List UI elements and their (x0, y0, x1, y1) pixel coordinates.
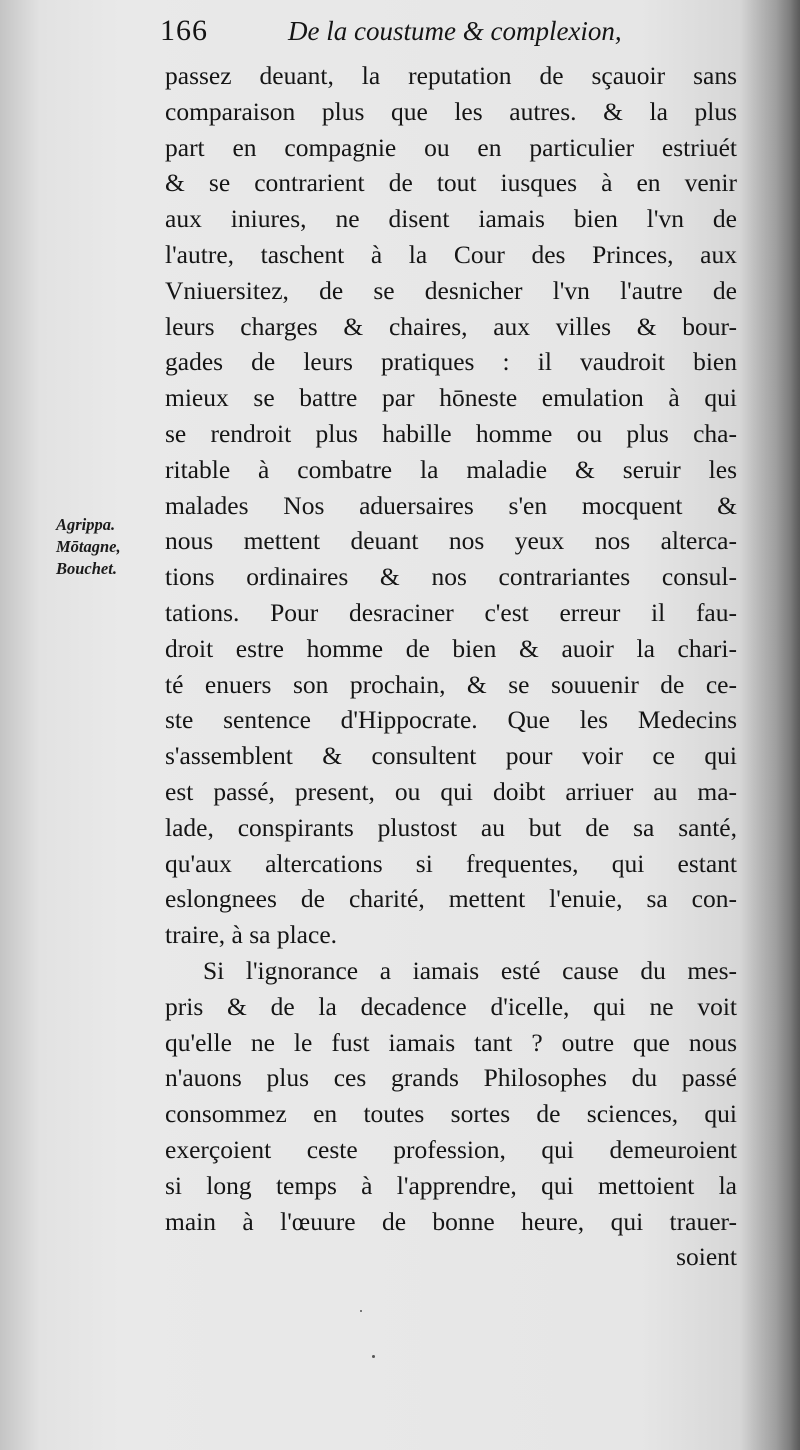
text-line: malades Nos aduersaires s'en mocquent & (165, 490, 737, 520)
text-line: l'autre, taschent à la Cour des Princes, aux (165, 239, 737, 269)
text-line: qu'aux altercations si frequentes, qui estant (165, 848, 737, 878)
text-line: passez deuant, la reputation de sçauoir sans (165, 61, 737, 90)
running-title: De la coustume & complexion, (288, 16, 622, 46)
text-line: tations. Pour desraciner c'est erreur il fau- (165, 597, 737, 627)
text-line: gades de leurs pratiques : il vaudroit bien (165, 347, 737, 377)
text-line: comparaison plus que les autres. & la plus (165, 96, 737, 126)
body-text (165, 58, 737, 1275)
text-line: exerçoient ceste profession, qui demeuroient (165, 1134, 737, 1164)
text-line: pris & de la decadence d'icelle, qui ne voit (165, 991, 737, 1021)
text-line: consommez en toutes sortes de sciences, qui (165, 1099, 737, 1129)
catchword: soient (676, 1242, 737, 1272)
ink-speck (360, 1310, 362, 1312)
running-head (160, 14, 720, 54)
text-line: & se contrarient de tout iusques à en venir (165, 168, 737, 198)
text-line: mieux se battre par hōneste emulation à qui (165, 383, 737, 413)
text-line: té enuers son prochain, & se souuenir de ce- (165, 669, 737, 699)
page-number: 166 (160, 14, 208, 47)
text-line: leurs charges & chaires, aux villes & bour- (165, 311, 737, 341)
text-line: ste sentence d'Hippocrate. Que les Medecins (165, 705, 737, 735)
text-line: tions ordinaires & nos contrariantes consul- (165, 562, 737, 592)
text-line: part en compagnie ou en particulier estriuét (165, 132, 737, 162)
margin-note: Agrippa. (56, 515, 116, 534)
text-line: qu'elle ne le fust iamais tant ? outre que nous (165, 1027, 737, 1057)
margin-notes (56, 514, 166, 580)
text-line: est passé, present, ou qui doibt arriuer au ma- (165, 776, 737, 806)
text-line: Vniuersitez, de se desnicher l'vn l'autre de (165, 275, 737, 305)
paragraph-end-line: traire, à sa place. (165, 920, 338, 950)
text-line: aux iniures, ne disent iamais bien l'vn de (165, 204, 737, 234)
text-line: main à l'œuure de bonne heure, qui trauer- (165, 1206, 737, 1236)
margin-note: Mōtagne, (56, 537, 121, 556)
text-line: s'assemblent & consultent pour voir ce qui (165, 741, 737, 771)
text-line: droit estre homme de bien & auoir la chari- (165, 633, 737, 663)
text-line: ritable à combatre la maladie & seruir les (165, 454, 737, 484)
text-line: nous mettent deuant nos yeux nos alterca- (165, 526, 737, 556)
text-line: lade, conspirants plustost au but de sa santé, (165, 812, 737, 842)
binding-shadow (740, 0, 800, 1450)
margin-note: Bouchet. (56, 559, 117, 578)
paragraph-start-line: Si l'ignorance a iamais esté cause du mes- (203, 955, 737, 985)
ink-speck (372, 1355, 375, 1358)
text-line: n'auons plus ces grands Philosophes du passé (165, 1063, 737, 1093)
text-line: si long temps à l'apprendre, qui mettoient la (165, 1170, 737, 1200)
text-line: se rendroit plus habille homme ou plus cha- (165, 418, 737, 448)
text-line: eslongnees de charité, mettent l'enuie, sa con- (165, 884, 737, 914)
